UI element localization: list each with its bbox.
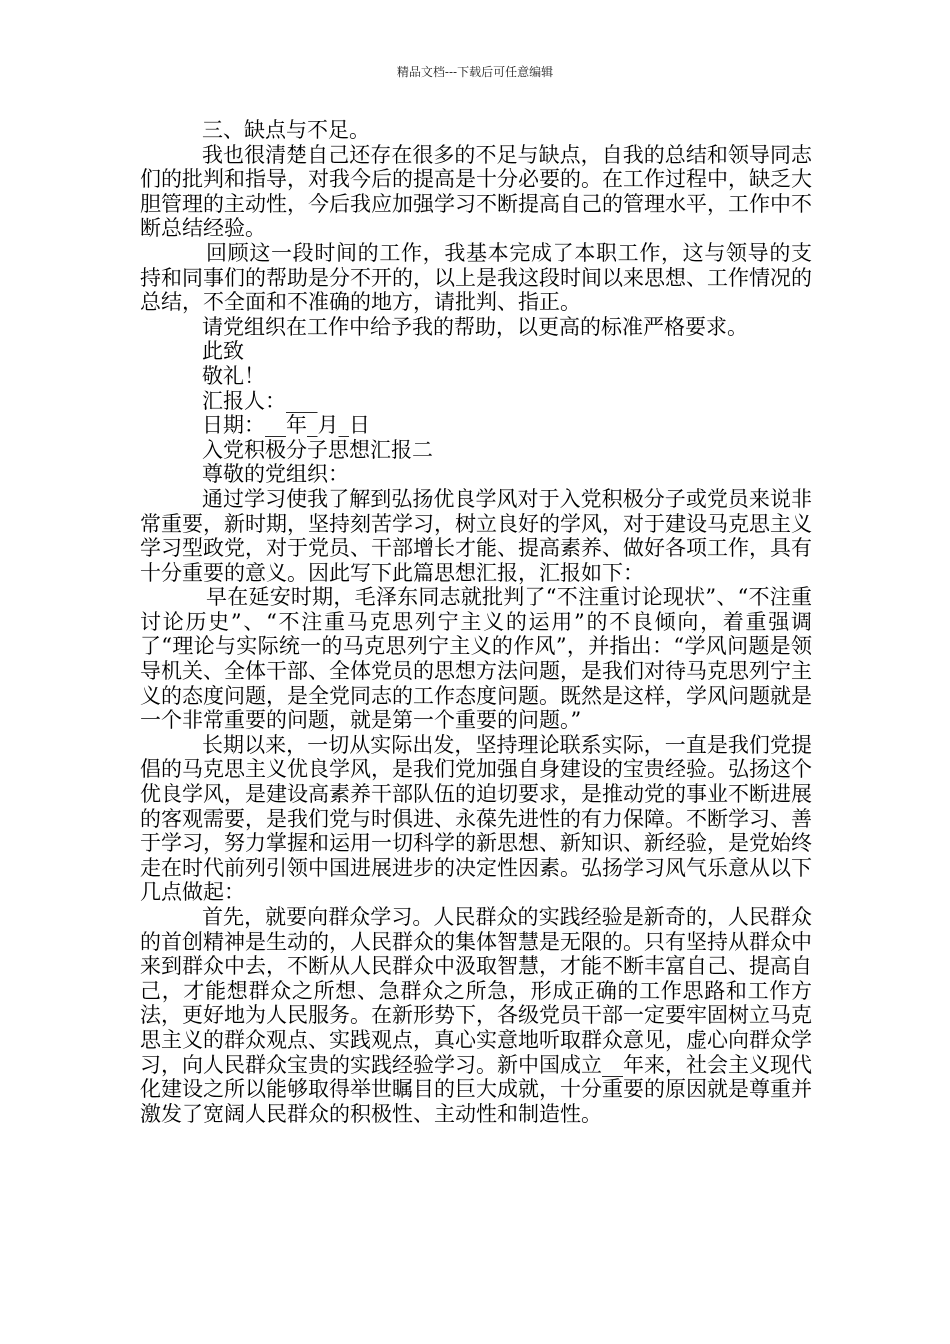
paragraph: 长期以来，一切从实际出发，坚持理论联系实际，一直是我们党提倡的马克思主义优良学风，是我们党加强自身建设的宝贵经验。弘扬这个优良学风，是建设高素养干部队伍的迫切要求，是推动党的事业不断进展的客观需要，是我们党与时俱进、永葆先进性的有力保障。不断学习、善于学习，努力掌握和运用一切科学的新思想、新知识、新经验，是党始终走在时代前列引领中国进展进步的决定性因素。弘扬学习风气乐意从以下几点做起： <box>140 732 812 905</box>
salutation: 尊敬的党组织： <box>202 462 349 487</box>
closing-salutation: 此致 <box>202 339 244 364</box>
closing-regards: 敬礼！ <box>202 363 265 388</box>
paragraph: 我也很清楚自己还存在很多的不足与缺点，自我的总结和领导同志们的批判和指导，对我今后的提高是十分必要的。在工作过程中，缺乏大胆管理的主动性，今后我应加强学习不断提高自己的管理水平，工作中不断总结经验。 <box>140 142 812 241</box>
page-header: 精品文档---下载后可任意编辑 <box>396 65 554 79</box>
paragraph: 首先，就要向群众学习。人民群众的实践经验是新奇的，人民群众的首创精神是生动的，人民群众的集体智慧是无限的。只有坚持从群众中来到群众中去，不断从人民群众中汲取智慧，才能不断丰富自己、提高自己，才能想群众之所想、急群众之所急，形成正确的工作思路和工作方法，更好地为人民服务。在新形势下，各级党员干部一定要牢固树立马克思主义的群众观点、实践观点，真心实意地听取群众意见，虚心向群众学习，向人民群众宝贵的实践经验学习。新中国成立__年来，社会主义现代化建设之所以能够取得举世瞩目的巨大成就，十分重要的原因就是尊重并激发了宽阔人民群众的积极性、主动性和制造性。 <box>140 905 812 1126</box>
document-body <box>140 118 812 1126</box>
paragraph: 早在延安时期，毛泽东同志就批判了“不注重讨论现状”、“不注重讨论历史”、“不注重马克思列宁主义的运用”的不良倾向，着重强调了“理论与实际统一的马克思列宁主义的作风”，并指出：“学风问题是领导机关、全体干部、全体党员的思想方法问题，是我们对待马克思列宁主义的态度问题，是全党同志的工作态度问题。既然是这样，学风问题就是一个非常重要的问题，就是第一个重要的问题。” <box>140 585 812 733</box>
paragraph: 通过学习使我了解到弘扬优良学风对于入党积极分子或党员来说非常重要，新时期，坚持刻苦学习，树立良好的学风，对于建设马克思主义学习型政党，对于党员、干部增长才能、提高素养、做好各项工作，具有十分重要的意义。因此写下此篇思想汇报，汇报如下： <box>140 486 812 585</box>
paragraph: 请党组织在工作中给予我的帮助，以更高的标准严格要求。 <box>202 314 748 339</box>
section-heading: 三、缺点与不足。 <box>202 118 370 142</box>
reporter-line: 汇报人：___ <box>202 388 318 413</box>
paragraph: 回顾这一段时间的工作，我基本完成了本职工作，这与领导的支持和同事们的帮助是分不开的，以上是我这段时间以来思想、工作情况的总结，不全面和不准确的地方，请批判、指正。 <box>140 240 812 315</box>
document-title: 入党积极分子思想汇报二 <box>202 437 433 462</box>
date-line: 日期：__年_月_日 <box>202 413 370 438</box>
